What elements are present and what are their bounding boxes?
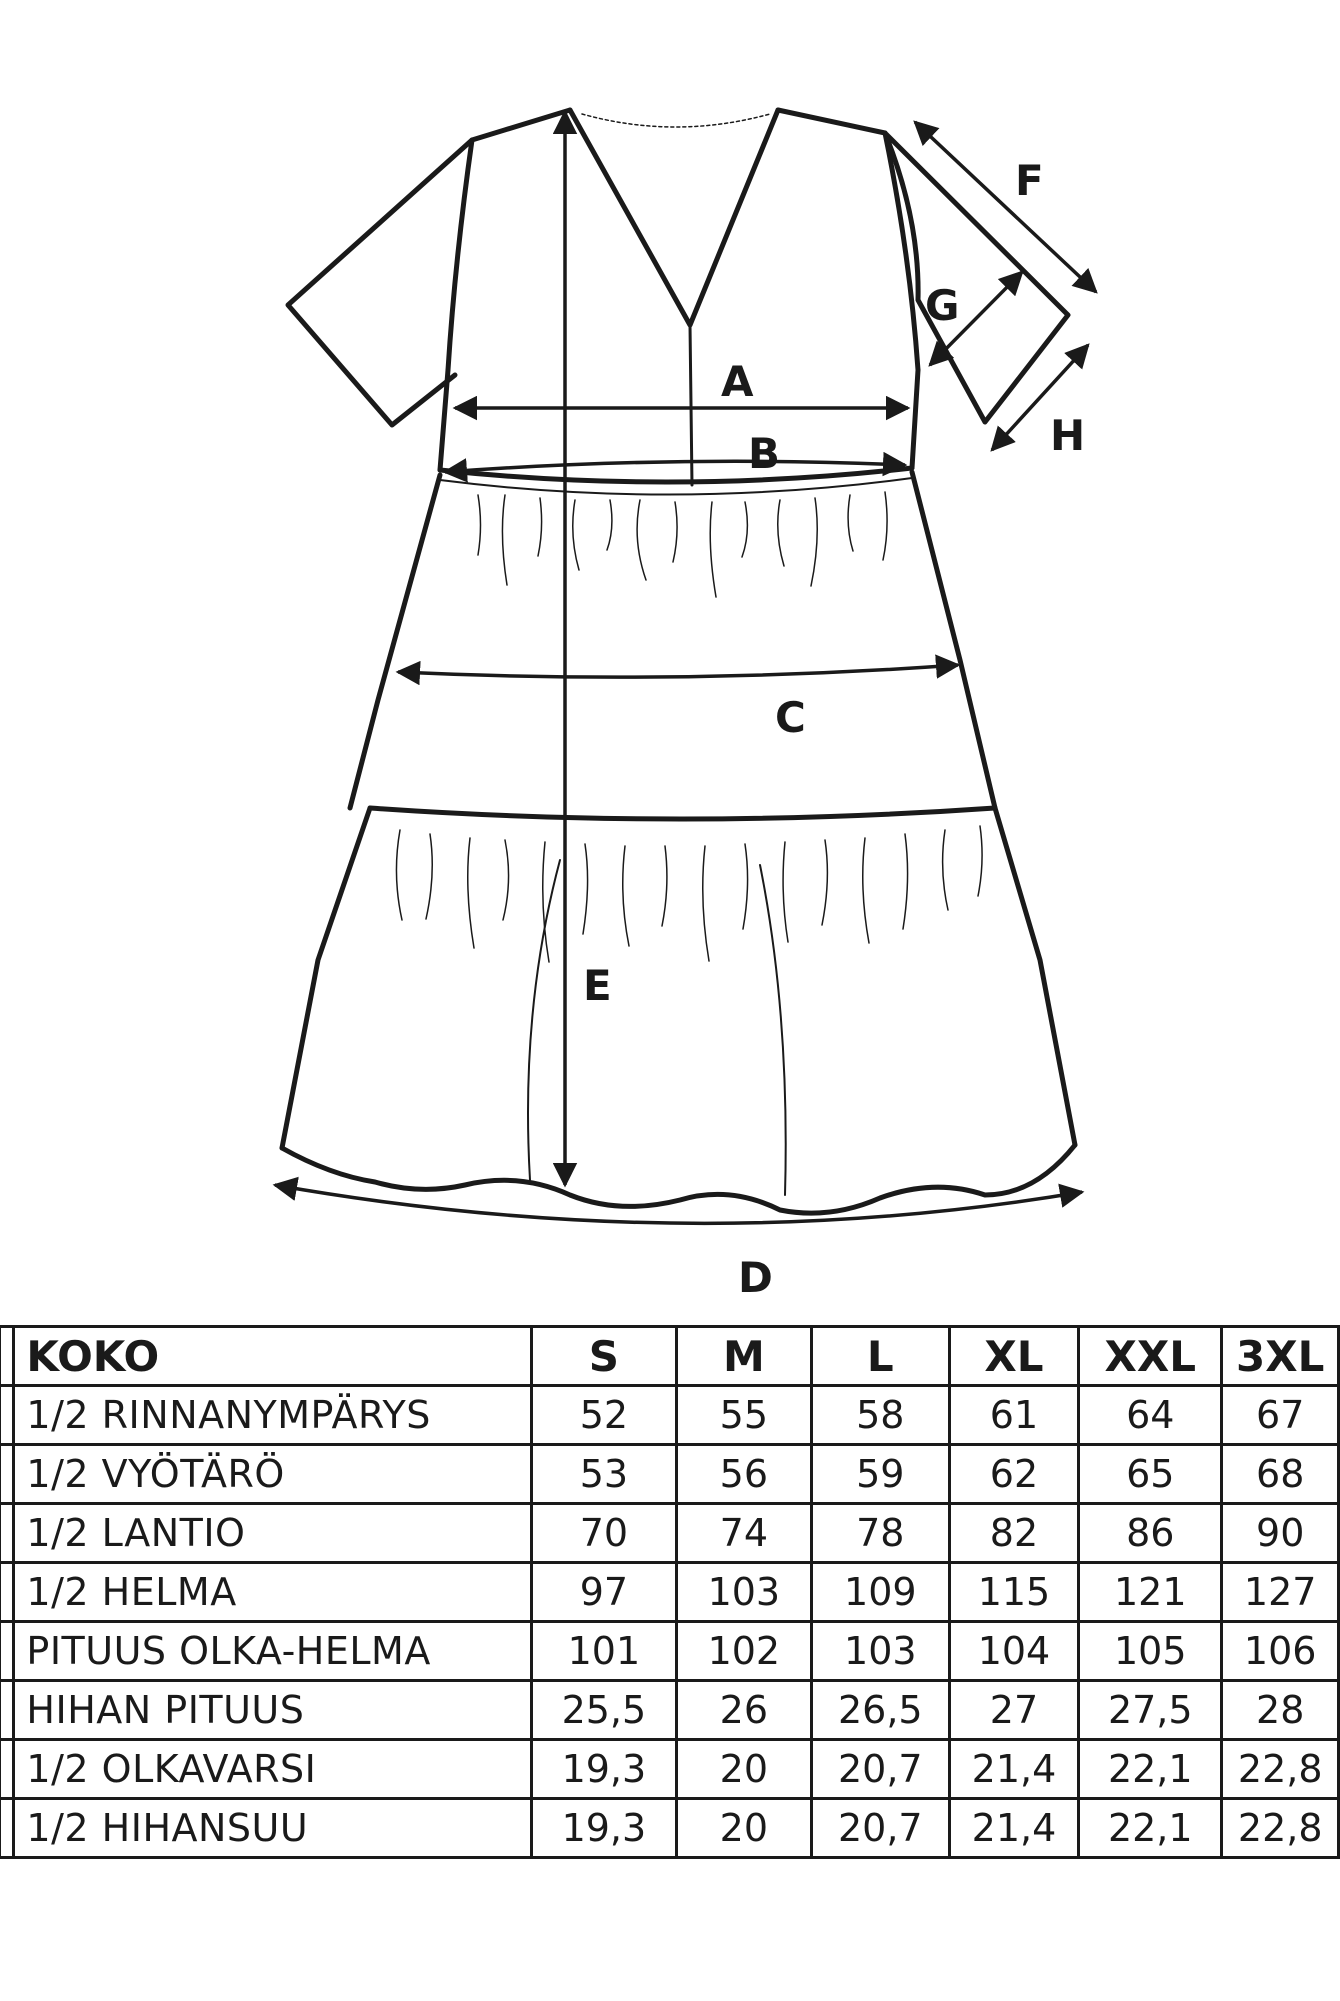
table-cell: 109 xyxy=(811,1563,949,1622)
table-row xyxy=(0,1563,1339,1622)
row-label: 1/2 HIHANSUU xyxy=(14,1799,531,1858)
table-cell: 19,3 xyxy=(531,1740,676,1799)
row-stub xyxy=(0,1563,14,1622)
header-size: S xyxy=(531,1327,676,1386)
row-label: 1/2 HELMA xyxy=(14,1563,531,1622)
row-label: 1/2 VYÖTÄRÖ xyxy=(14,1445,531,1504)
row-stub xyxy=(0,1504,14,1563)
table-cell: 68 xyxy=(1222,1445,1339,1504)
row-label: 1/2 RINNANYMPÄRYS xyxy=(14,1386,531,1445)
table-cell: 121 xyxy=(1079,1563,1222,1622)
table-cell: 28 xyxy=(1222,1681,1339,1740)
table-cell: 53 xyxy=(531,1445,676,1504)
label-c: C xyxy=(775,693,806,742)
table-cell: 65 xyxy=(1079,1445,1222,1504)
header-size: 3XL xyxy=(1222,1327,1339,1386)
table-cell: 105 xyxy=(1079,1622,1222,1681)
table-cell: 20,7 xyxy=(811,1799,949,1858)
table-row xyxy=(0,1740,1339,1799)
table-header-row xyxy=(0,1327,1339,1386)
label-g: G xyxy=(925,281,960,330)
size-table-container xyxy=(0,1325,1340,1900)
row-stub xyxy=(0,1799,14,1858)
table-cell: 21,4 xyxy=(949,1799,1078,1858)
table-row xyxy=(0,1622,1339,1681)
table-cell: 25,5 xyxy=(531,1681,676,1740)
gathers xyxy=(396,492,982,1195)
table-row xyxy=(0,1445,1339,1504)
label-f: F xyxy=(1015,156,1044,205)
table-cell: 19,3 xyxy=(531,1799,676,1858)
table-cell: 127 xyxy=(1222,1563,1339,1622)
table-cell: 52 xyxy=(531,1386,676,1445)
dress-outline xyxy=(282,110,1075,1213)
row-stub xyxy=(0,1327,14,1386)
table-cell: 115 xyxy=(949,1563,1078,1622)
row-stub xyxy=(0,1445,14,1504)
table-row xyxy=(0,1799,1339,1858)
header-label: KOKO xyxy=(14,1327,531,1386)
table-cell: 74 xyxy=(676,1504,811,1563)
table-cell: 86 xyxy=(1079,1504,1222,1563)
table-cell: 26,5 xyxy=(811,1681,949,1740)
table-cell: 56 xyxy=(676,1445,811,1504)
table-cell: 101 xyxy=(531,1622,676,1681)
table-cell: 97 xyxy=(531,1563,676,1622)
table-cell: 27,5 xyxy=(1079,1681,1222,1740)
row-label: HIHAN PITUUS xyxy=(14,1681,531,1740)
table-cell: 102 xyxy=(676,1622,811,1681)
table-row xyxy=(0,1681,1339,1740)
table-row xyxy=(0,1504,1339,1563)
row-stub xyxy=(0,1386,14,1445)
table-cell: 22,8 xyxy=(1222,1740,1339,1799)
header-size: M xyxy=(676,1327,811,1386)
table-cell: 106 xyxy=(1222,1622,1339,1681)
table-cell: 90 xyxy=(1222,1504,1339,1563)
label-a: A xyxy=(721,357,754,406)
table-cell: 58 xyxy=(811,1386,949,1445)
row-stub xyxy=(0,1622,14,1681)
table-cell: 55 xyxy=(676,1386,811,1445)
table-cell: 27 xyxy=(949,1681,1078,1740)
table-cell: 26 xyxy=(676,1681,811,1740)
table-cell: 20,7 xyxy=(811,1740,949,1799)
table-cell: 61 xyxy=(949,1386,1078,1445)
header-size: XL xyxy=(949,1327,1078,1386)
label-h: H xyxy=(1050,411,1086,460)
table-cell: 64 xyxy=(1079,1386,1222,1445)
row-stub xyxy=(0,1681,14,1740)
table-cell: 59 xyxy=(811,1445,949,1504)
row-label: PITUUS OLKA-HELMA xyxy=(14,1622,531,1681)
table-cell: 103 xyxy=(676,1563,811,1622)
header-size: XXL xyxy=(1079,1327,1222,1386)
label-d: D xyxy=(738,1253,773,1302)
table-cell: 20 xyxy=(676,1740,811,1799)
row-stub xyxy=(0,1740,14,1799)
table-cell: 70 xyxy=(531,1504,676,1563)
table-cell: 67 xyxy=(1222,1386,1339,1445)
size-table xyxy=(0,1325,1340,1859)
measurement-lines xyxy=(275,112,1096,1223)
table-cell: 22,8 xyxy=(1222,1799,1339,1858)
row-label: 1/2 LANTIO xyxy=(14,1504,531,1563)
table-cell: 78 xyxy=(811,1504,949,1563)
label-b: B xyxy=(748,429,781,478)
header-size: L xyxy=(811,1327,949,1386)
table-cell: 20 xyxy=(676,1799,811,1858)
label-e: E xyxy=(583,961,612,1010)
table-cell: 62 xyxy=(949,1445,1078,1504)
table-cell: 104 xyxy=(949,1622,1078,1681)
table-cell: 103 xyxy=(811,1622,949,1681)
table-cell: 22,1 xyxy=(1079,1740,1222,1799)
row-label: 1/2 OLKAVARSI xyxy=(14,1740,531,1799)
table-cell: 82 xyxy=(949,1504,1078,1563)
table-row xyxy=(0,1386,1339,1445)
table-cell: 21,4 xyxy=(949,1740,1078,1799)
table-cell: 22,1 xyxy=(1079,1799,1222,1858)
